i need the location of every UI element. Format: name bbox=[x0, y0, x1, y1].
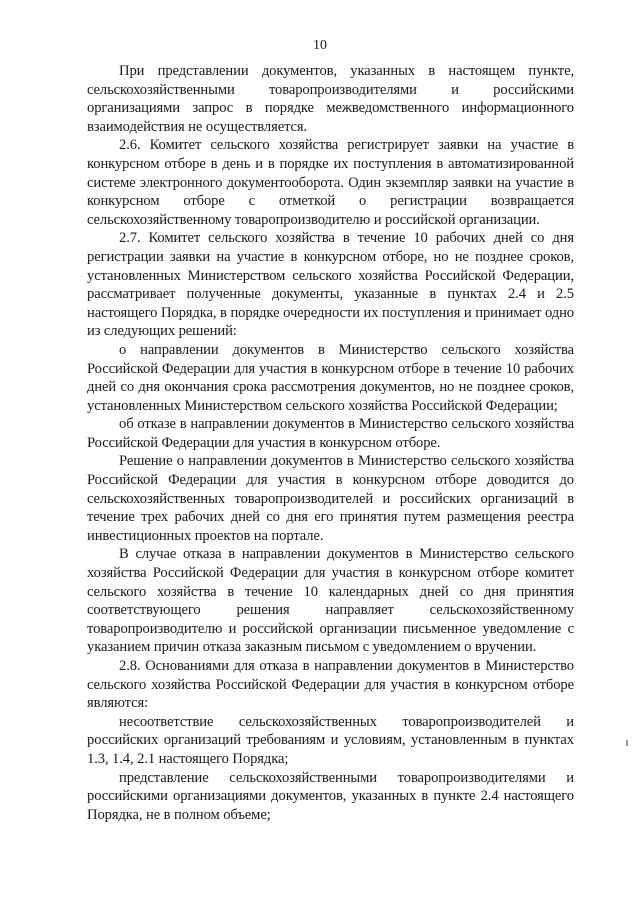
paragraph-2-6: 2.6. Комитет сельского хозяйства регистрирует заявки на участие в конкурсном отборе в день и в порядке их поступления в автоматизированной системе электронного документооборота. Один экземпляр заявки на участие в конкурсном отборе с отметкой о регистрации возвращается сельскохозяйственному товаропроизводителю и российской организации. bbox=[87, 137, 574, 228]
decision-option-approve: о направлении документов в Министерство сельского хозяйства Российской Федерации для участия в конкурсном отборе в течение 10 рабочих дней со дня окончания срока рассмотрения документов, но не позднее сроков, установленных Министерством сельского хозяйства Российской Федерации; bbox=[87, 341, 574, 414]
paragraph-decision-notice: Решение о направлении документов в Министерство сельского хозяйства Российской Федерации для участия в конкурсном отборе доводится до сельскохозяйственных товаропроизводителей и российских организаций в течение трех рабочих дней со дня его принятия путем размещения реестра инвестиционных проектов на портале. bbox=[87, 453, 574, 544]
refusal-ground-incomplete: представление сельскохозяйственными товаропроизводителями и российскими организациями документов, указанных в пункте 2.4 настоящего Порядка, не в полном объеме; bbox=[87, 769, 574, 823]
document-body bbox=[87, 62, 574, 824]
paragraph-2-7: 2.7. Комитет сельского хозяйства в течение 10 рабочих дней со дня регистрации заявки на участие в конкурсном отборе, но не позднее сроков, установленных Министерством сельского хозяйства Российской Федерации, рассматривает полученные документы, указанные в пунктах 2.4 и 2.5 настоящего Порядка, в порядке очередности их поступления и принимает одно из следующих решений: bbox=[87, 230, 574, 340]
page-number: 10 bbox=[313, 38, 327, 53]
paragraph-refusal-notice: В случае отказа в направлении документов в Министерство сельского хозяйства Российской Федерации для участия в конкурсном отборе комитет сельского хозяйства в течение 10 календарных дней со дня принятия соответствующего решения направляет сельскохозяйственному товаропроизводителю и российской организации письменное уведомление с указанием причин отказа заказным письмом с уведомлением о вручении. bbox=[87, 546, 574, 656]
refusal-ground-nonconformity: несоответствие сельскохозяйственных товаропроизводителей и российских организаций требованиям и условиям, установленным в пунктах 1.3, 1.4, 2.1 настоящего Порядка; bbox=[87, 713, 574, 767]
scan-artifact bbox=[626, 740, 628, 746]
paragraph-intro: При представлении документов, указанных в настоящем пункте, сельскохозяйственными товаропроизводителями и российскими организациями запрос в порядке межведомственного информационного взаимодействия не осуществляется. bbox=[87, 63, 574, 135]
paragraph-2-8: 2.8. Основаниями для отказа в направлении документов в Министерство сельского хозяйства Российской Федерации для участия в конкурсном отборе являются: bbox=[87, 658, 574, 712]
decision-option-refuse: об отказе в направлении документов в Министерство сельского хозяйства Российской Федерации для участия в конкурсном отборе. bbox=[87, 416, 574, 451]
